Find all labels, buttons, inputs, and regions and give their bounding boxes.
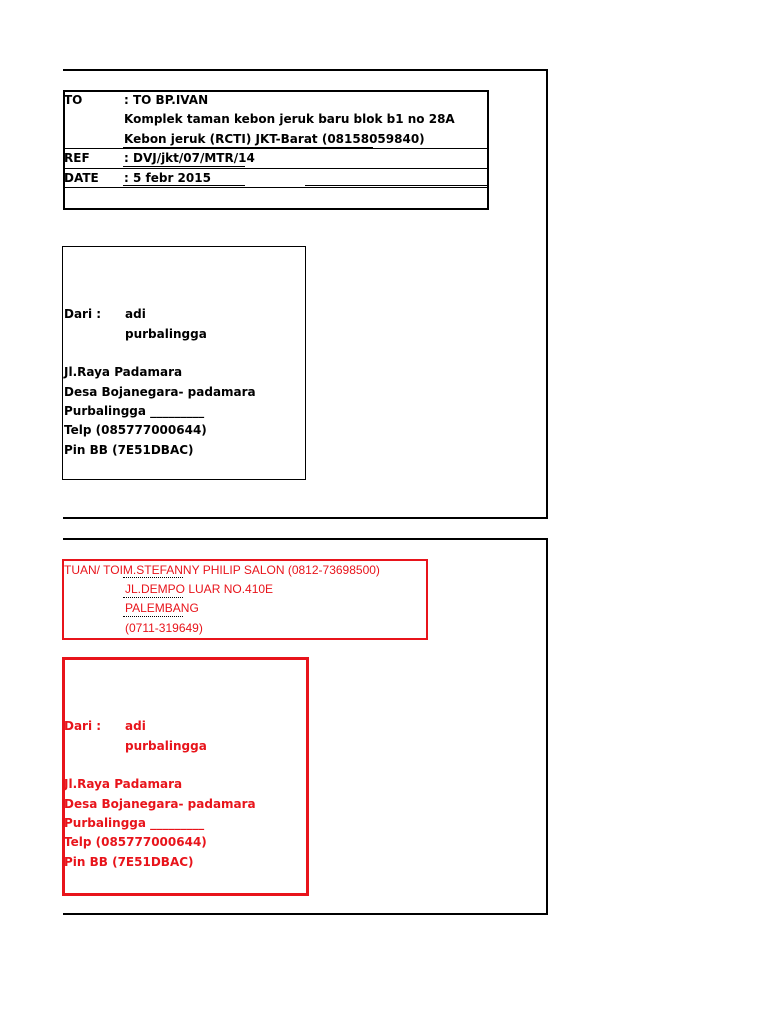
recipient-line3: PALEMBANG xyxy=(125,601,199,615)
sender-city: purbalingga xyxy=(125,327,207,341)
dotted-underline xyxy=(123,597,183,598)
sender-phone: Telp (085777000644) xyxy=(64,835,207,849)
sender-name: adi xyxy=(125,307,146,321)
sender-dari-label: Dari : xyxy=(64,307,102,321)
sender-phone: Telp (085777000644) xyxy=(64,423,207,437)
date-underline-right xyxy=(305,185,487,186)
recipient-line1: TUAN/ TOIM.STEFANNY PHILIP SALON (0812-73698500) xyxy=(64,563,380,577)
recipient-table xyxy=(63,90,489,210)
sender-address-line1: Jl.Raya Padamara xyxy=(64,777,183,791)
card1-top-border xyxy=(63,69,548,71)
address-underline xyxy=(123,147,373,148)
recipient-address-line2: Kebon jeruk (RCTI) JKT-Barat (08158059840) xyxy=(124,132,425,146)
card1-bottom-border xyxy=(63,517,548,519)
dotted-underline xyxy=(123,577,183,578)
date-label: DATE xyxy=(64,171,99,185)
sender-address-line2: Desa Bojanegara- padamara xyxy=(64,797,256,811)
sender-address-line1: Jl.Raya Padamara xyxy=(64,365,183,379)
sender-address-line3: Purbalingga _________ xyxy=(64,816,205,830)
sender-name: adi xyxy=(125,719,146,733)
sender-address-line3: Purbalingga _________ xyxy=(64,404,205,418)
recipient-address-line1: Komplek taman kebon jeruk baru blok b1 no 28A xyxy=(124,112,455,126)
to-value: : TO BP.IVAN xyxy=(124,93,209,107)
table-row-divider xyxy=(63,168,487,169)
card2-right-border xyxy=(546,538,548,915)
sender-pin-bb: Pin BB (7E51DBAC) xyxy=(64,443,194,457)
card2-top-border xyxy=(63,538,548,540)
ref-value: : DVJ/jkt/07/MTR/14 xyxy=(124,151,255,165)
date-value: : 5 febr 2015 xyxy=(124,171,211,185)
sender-pin-bb: Pin BB (7E51DBAC) xyxy=(64,855,194,869)
dotted-underline xyxy=(123,616,183,617)
ref-underline xyxy=(123,166,245,167)
to-label: TO xyxy=(64,93,83,107)
recipient-line4: (0711-319649) xyxy=(125,621,203,635)
card2-bottom-border xyxy=(63,913,548,915)
table-row-divider xyxy=(63,148,487,149)
sender-address-line2: Desa Bojanegara- padamara xyxy=(64,385,256,399)
sender-dari-label: Dari : xyxy=(64,719,102,733)
ref-label: REF xyxy=(64,151,90,165)
recipient-line2: JL.DEMPO LUAR NO.410E xyxy=(125,582,274,596)
card1-right-border xyxy=(546,69,548,519)
sender-city: purbalingga xyxy=(125,739,207,753)
table-row-divider xyxy=(63,187,487,188)
